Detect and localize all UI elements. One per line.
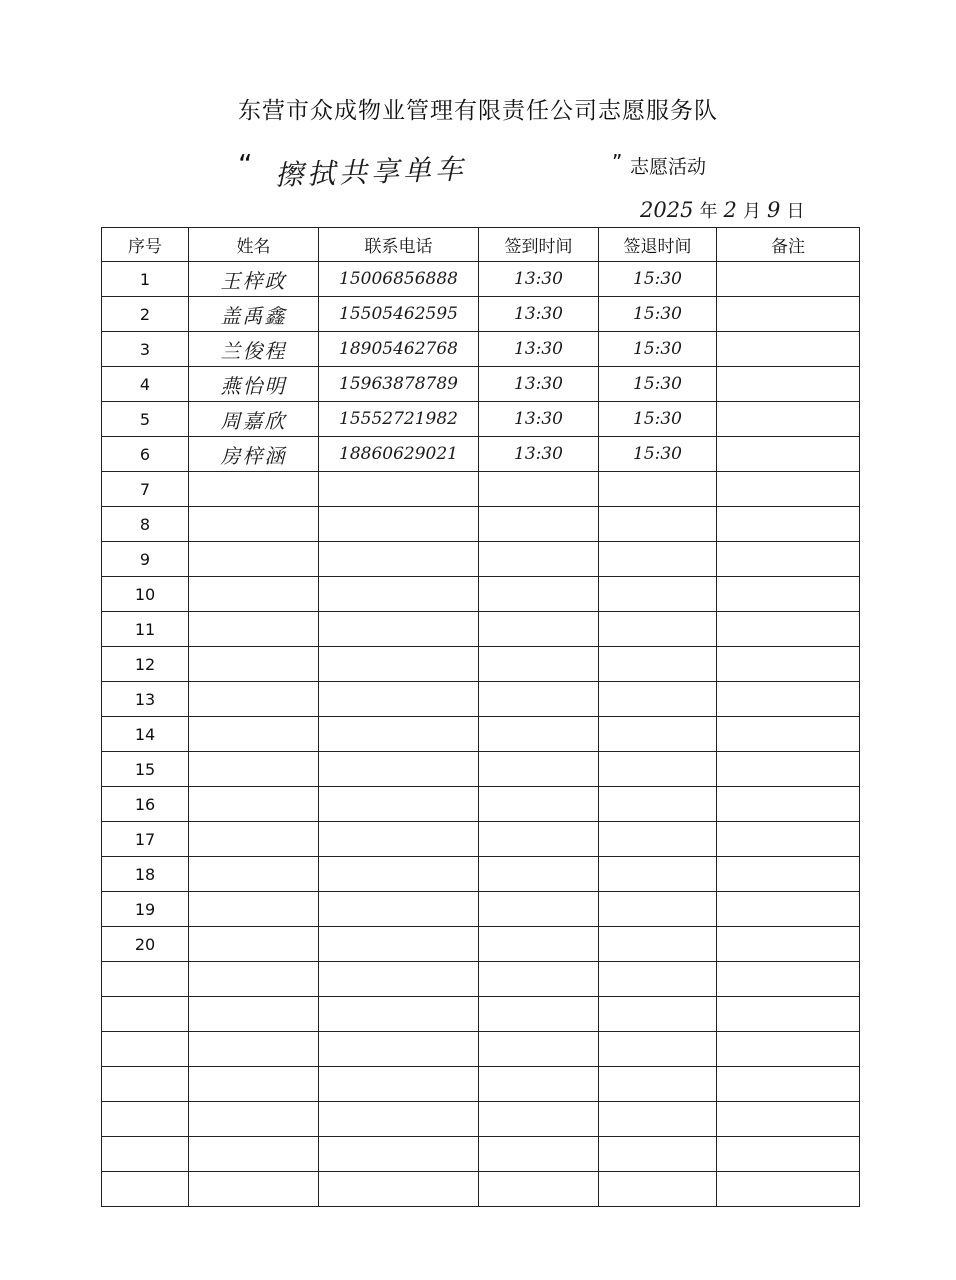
table-row bbox=[102, 297, 860, 332]
table-row bbox=[102, 1172, 860, 1207]
sign-in-time bbox=[479, 1032, 599, 1067]
activity-suffix: 志愿活动 bbox=[630, 156, 707, 178]
sign-in-time: 13:30 bbox=[479, 297, 599, 332]
sign-out-time: 15:30 bbox=[599, 402, 717, 437]
sign-out-time bbox=[599, 1137, 717, 1172]
volunteer-phone bbox=[319, 682, 479, 717]
table-row bbox=[102, 1102, 860, 1137]
table-row bbox=[102, 822, 860, 857]
volunteer-phone: 15505462595 bbox=[319, 297, 479, 332]
note-cell bbox=[717, 682, 860, 717]
volunteer-name bbox=[189, 787, 319, 822]
volunteer-phone bbox=[319, 1032, 479, 1067]
sign-out-time: 15:30 bbox=[599, 367, 717, 402]
date-line bbox=[640, 197, 804, 223]
volunteer-phone bbox=[319, 1137, 479, 1172]
table-header-row bbox=[102, 228, 860, 262]
volunteer-name bbox=[189, 1032, 319, 1067]
activity-close-quote: ” bbox=[612, 150, 623, 174]
table-row bbox=[102, 402, 860, 437]
row-number bbox=[102, 1032, 189, 1067]
note-cell bbox=[717, 857, 860, 892]
table-row bbox=[102, 332, 860, 367]
sign-out-time bbox=[599, 787, 717, 822]
note-cell bbox=[717, 1137, 860, 1172]
table-row bbox=[102, 437, 860, 472]
table-row bbox=[102, 997, 860, 1032]
sign-out-time bbox=[599, 857, 717, 892]
sign-out-time: 15:30 bbox=[599, 332, 717, 367]
volunteer-name bbox=[189, 752, 319, 787]
sign-out-time: 15:30 bbox=[599, 437, 717, 472]
note-cell bbox=[717, 507, 860, 542]
column-header-note: 备注 bbox=[717, 228, 860, 262]
note-cell bbox=[717, 262, 860, 297]
note-cell bbox=[717, 962, 860, 997]
column-header-phone: 联系电话 bbox=[319, 228, 479, 262]
row-number: 6 bbox=[102, 437, 189, 472]
sign-in-time bbox=[479, 857, 599, 892]
row-number: 2 bbox=[102, 297, 189, 332]
volunteer-name: 周嘉欣 bbox=[189, 402, 319, 437]
volunteer-phone: 15006856888 bbox=[319, 262, 479, 297]
table-row bbox=[102, 682, 860, 717]
table-row bbox=[102, 647, 860, 682]
note-cell bbox=[717, 892, 860, 927]
date-day: 9 bbox=[767, 198, 781, 222]
volunteer-name: 燕怡明 bbox=[189, 367, 319, 402]
note-cell bbox=[717, 927, 860, 962]
note-cell bbox=[717, 297, 860, 332]
volunteer-phone bbox=[319, 857, 479, 892]
sign-out-time bbox=[599, 577, 717, 612]
row-number: 19 bbox=[102, 892, 189, 927]
sign-out-time bbox=[599, 822, 717, 857]
row-number: 9 bbox=[102, 542, 189, 577]
volunteer-phone bbox=[319, 612, 479, 647]
sign-in-time bbox=[479, 1102, 599, 1137]
sign-in-time bbox=[479, 962, 599, 997]
date-year: 2025 bbox=[640, 198, 694, 222]
table-row bbox=[102, 507, 860, 542]
volunteer-phone: 18860629021 bbox=[319, 437, 479, 472]
volunteer-phone bbox=[319, 822, 479, 857]
note-cell bbox=[717, 717, 860, 752]
volunteer-phone bbox=[319, 577, 479, 612]
volunteer-phone bbox=[319, 507, 479, 542]
volunteer-name bbox=[189, 577, 319, 612]
volunteer-phone: 18905462768 bbox=[319, 332, 479, 367]
sign-in-time bbox=[479, 542, 599, 577]
note-cell bbox=[717, 577, 860, 612]
note-cell bbox=[717, 1067, 860, 1102]
table-row bbox=[102, 1137, 860, 1172]
volunteer-name bbox=[189, 822, 319, 857]
document-title: 东营市众成物业管理有限责任公司志愿服务队 bbox=[238, 98, 718, 124]
volunteer-name bbox=[189, 892, 319, 927]
volunteer-phone: 15552721982 bbox=[319, 402, 479, 437]
volunteer-name bbox=[189, 542, 319, 577]
table-row bbox=[102, 787, 860, 822]
sign-in-time bbox=[479, 682, 599, 717]
sign-out-time bbox=[599, 717, 717, 752]
volunteer-phone bbox=[319, 997, 479, 1032]
note-cell bbox=[717, 1102, 860, 1137]
volunteer-name bbox=[189, 612, 319, 647]
volunteer-name bbox=[189, 857, 319, 892]
date-year-label: 年 bbox=[699, 201, 718, 222]
volunteer-name bbox=[189, 1067, 319, 1102]
sign-in-time bbox=[479, 717, 599, 752]
row-number: 20 bbox=[102, 927, 189, 962]
row-number: 16 bbox=[102, 787, 189, 822]
volunteer-phone bbox=[319, 892, 479, 927]
table-row bbox=[102, 857, 860, 892]
sign-in-time bbox=[479, 892, 599, 927]
volunteer-name bbox=[189, 682, 319, 717]
sign-out-time bbox=[599, 1067, 717, 1102]
row-number: 14 bbox=[102, 717, 189, 752]
sign-out-time: 15:30 bbox=[599, 297, 717, 332]
note-cell bbox=[717, 437, 860, 472]
row-number bbox=[102, 1102, 189, 1137]
row-number bbox=[102, 962, 189, 997]
volunteer-phone bbox=[319, 647, 479, 682]
note-cell bbox=[717, 1032, 860, 1067]
volunteer-name bbox=[189, 927, 319, 962]
column-header-sign-out: 签退时间 bbox=[599, 228, 717, 262]
column-header-name: 姓名 bbox=[189, 228, 319, 262]
sign-in-time bbox=[479, 787, 599, 822]
table-row bbox=[102, 472, 860, 507]
row-number bbox=[102, 1137, 189, 1172]
sign-in-time bbox=[479, 577, 599, 612]
row-number bbox=[102, 1172, 189, 1207]
row-number: 18 bbox=[102, 857, 189, 892]
sign-in-time bbox=[479, 1137, 599, 1172]
table-row bbox=[102, 367, 860, 402]
sign-in-time bbox=[479, 472, 599, 507]
table-row bbox=[102, 752, 860, 787]
row-number: 17 bbox=[102, 822, 189, 857]
volunteer-phone bbox=[319, 1102, 479, 1137]
note-cell bbox=[717, 472, 860, 507]
table-row bbox=[102, 892, 860, 927]
volunteer-phone: 15963878789 bbox=[319, 367, 479, 402]
sign-in-time bbox=[479, 647, 599, 682]
note-cell bbox=[717, 997, 860, 1032]
volunteer-phone bbox=[319, 787, 479, 822]
volunteer-name bbox=[189, 717, 319, 752]
activity-name: 擦拭共享单车 bbox=[274, 152, 468, 192]
sign-out-time bbox=[599, 472, 717, 507]
sign-out-time bbox=[599, 542, 717, 577]
sign-in-time: 13:30 bbox=[479, 437, 599, 472]
volunteer-name bbox=[189, 472, 319, 507]
sign-out-time bbox=[599, 647, 717, 682]
volunteer-phone bbox=[319, 542, 479, 577]
sign-in-time bbox=[479, 507, 599, 542]
sign-in-time bbox=[479, 1067, 599, 1102]
sign-in-time bbox=[479, 1172, 599, 1207]
sign-in-time bbox=[479, 927, 599, 962]
row-number: 15 bbox=[102, 752, 189, 787]
date-day-label: 日 bbox=[786, 201, 805, 222]
note-cell bbox=[717, 542, 860, 577]
note-cell bbox=[717, 787, 860, 822]
sign-out-time bbox=[599, 892, 717, 927]
note-cell bbox=[717, 612, 860, 647]
volunteer-name: 兰俊程 bbox=[189, 332, 319, 367]
sign-out-time bbox=[599, 1102, 717, 1137]
row-number: 13 bbox=[102, 682, 189, 717]
sign-out-time bbox=[599, 1172, 717, 1207]
volunteer-name bbox=[189, 507, 319, 542]
sign-out-time bbox=[599, 612, 717, 647]
column-header-sign-in: 签到时间 bbox=[479, 228, 599, 262]
volunteer-name: 王梓政 bbox=[189, 262, 319, 297]
volunteer-phone bbox=[319, 717, 479, 752]
row-number bbox=[102, 997, 189, 1032]
sign-in-time: 13:30 bbox=[479, 332, 599, 367]
volunteer-name bbox=[189, 647, 319, 682]
table-row bbox=[102, 612, 860, 647]
activity-open-quote: “ bbox=[238, 148, 253, 181]
row-number: 11 bbox=[102, 612, 189, 647]
sign-out-time bbox=[599, 962, 717, 997]
note-cell bbox=[717, 822, 860, 857]
sign-in-time: 13:30 bbox=[479, 262, 599, 297]
sign-out-time bbox=[599, 752, 717, 787]
volunteer-name bbox=[189, 1102, 319, 1137]
volunteer-name bbox=[189, 1137, 319, 1172]
note-cell bbox=[717, 1172, 860, 1207]
row-number bbox=[102, 1067, 189, 1102]
row-number: 3 bbox=[102, 332, 189, 367]
row-number: 4 bbox=[102, 367, 189, 402]
sign-in-time: 13:30 bbox=[479, 367, 599, 402]
row-number: 5 bbox=[102, 402, 189, 437]
row-number: 10 bbox=[102, 577, 189, 612]
note-cell bbox=[717, 332, 860, 367]
sign-out-time bbox=[599, 927, 717, 962]
note-cell bbox=[717, 367, 860, 402]
volunteer-name: 房梓涵 bbox=[189, 437, 319, 472]
sign-in-time bbox=[479, 997, 599, 1032]
volunteer-name: 盖禹鑫 bbox=[189, 297, 319, 332]
note-cell bbox=[717, 647, 860, 682]
sign-in-time bbox=[479, 822, 599, 857]
volunteer-phone bbox=[319, 1067, 479, 1102]
table-row bbox=[102, 577, 860, 612]
sign-out-time bbox=[599, 507, 717, 542]
sign-out-time bbox=[599, 682, 717, 717]
row-number: 12 bbox=[102, 647, 189, 682]
sign-in-time bbox=[479, 612, 599, 647]
row-number: 8 bbox=[102, 507, 189, 542]
sign-out-time: 15:30 bbox=[599, 262, 717, 297]
table-row bbox=[102, 1067, 860, 1102]
table-row bbox=[102, 262, 860, 297]
table-row bbox=[102, 1032, 860, 1067]
table-row bbox=[102, 962, 860, 997]
note-cell bbox=[717, 402, 860, 437]
sign-in-time bbox=[479, 752, 599, 787]
sign-in-time: 13:30 bbox=[479, 402, 599, 437]
volunteer-name bbox=[189, 962, 319, 997]
column-header-no: 序号 bbox=[102, 228, 189, 262]
volunteer-phone bbox=[319, 472, 479, 507]
date-month: 2 bbox=[723, 198, 737, 222]
row-number: 1 bbox=[102, 262, 189, 297]
note-cell bbox=[717, 752, 860, 787]
volunteer-phone bbox=[319, 1172, 479, 1207]
signin-table bbox=[101, 227, 860, 1207]
volunteer-phone bbox=[319, 927, 479, 962]
volunteer-phone bbox=[319, 962, 479, 997]
sign-out-time bbox=[599, 997, 717, 1032]
volunteer-phone bbox=[319, 752, 479, 787]
volunteer-name bbox=[189, 1172, 319, 1207]
volunteer-name bbox=[189, 997, 319, 1032]
table-row bbox=[102, 927, 860, 962]
sign-out-time bbox=[599, 1032, 717, 1067]
date-month-label: 月 bbox=[742, 201, 761, 222]
table-row bbox=[102, 542, 860, 577]
table-row bbox=[102, 717, 860, 752]
row-number: 7 bbox=[102, 472, 189, 507]
